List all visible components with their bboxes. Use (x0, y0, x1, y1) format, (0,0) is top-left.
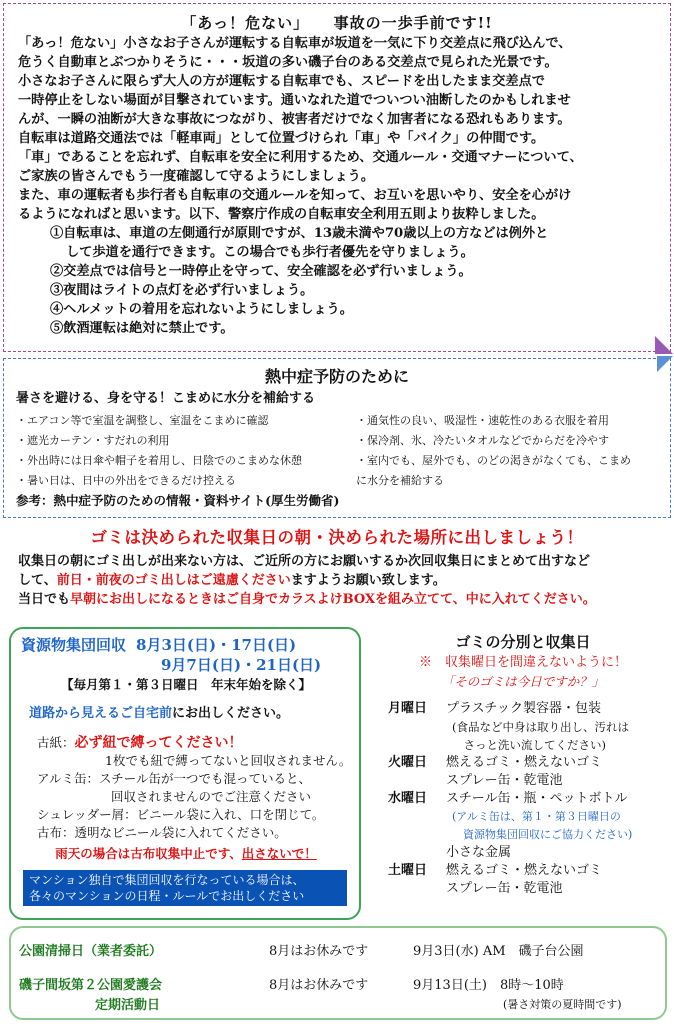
schedule-note: (アルミ缶は、第１・第３日曜日の (452, 810, 621, 823)
rain-notice (21, 844, 351, 864)
recycling-location (21, 704, 351, 724)
recycling-location-text: にお出しください。 (172, 706, 290, 721)
heat-tip: ・保冷剤、氷、冷たいタオルなどでからだを冷やす (356, 434, 609, 447)
garbage-warning: 早朝にお出しになるときはご自身でカラスよけBOXを組み立てて、中に入れてください。 (70, 592, 596, 607)
garbage-text: ますようお願い致します。 (290, 573, 446, 588)
schedule-note: さっと洗い流してください) (452, 738, 606, 752)
safety-line: 一時停止をしない場面が目撃されています。通いなれた道でついつい油断したのかもしれませ (18, 93, 571, 108)
recycling-dates: 9月7日(日)・21日(日) (161, 656, 322, 674)
heat-reference: 参考：熱中症予防のための情報・資料サイト(厚生労働省) (16, 493, 340, 508)
recycling-dates: 8月3日(日)・17日(日) (136, 636, 297, 654)
schedule-item: プラスチック製容器・包装 (446, 701, 601, 716)
schedule-note: (食品など中身は取り出し、汚れは (452, 720, 629, 734)
safety-line: 危うく自動車とぶつかりそうに・・・坂道の多い磯子台のある交差点で見られた光景です。 (18, 55, 558, 70)
garbage-line: 収集日の朝にゴミ出しが出来ない方は、ご近所の方にお願いするか次回収集日にまとめて出すなど (18, 554, 591, 569)
banner-line: マンション独自で集団回収を行なっている場合は、 (29, 873, 305, 887)
schedule-item: スプレー缶・乾電池 (446, 881, 563, 896)
schedule-row-monday (378, 700, 668, 754)
recycling-label: 資源物集団回収 (21, 636, 127, 654)
heat-tip: ・室内でも、屋外でも、のどの渇きがなくても、こまめ (356, 454, 631, 467)
heat-lead: 暑さを避ける、身を守る！こまめに水分を補給する (16, 391, 316, 406)
recycling-location-highlight: 道路から見えるご自宅前 (29, 706, 173, 721)
safety-line: また、車の運転者も歩行者も自転車の交通ルールを知って、お互いを思いやり、安全を心がけ (18, 188, 572, 203)
schedule-day: 水曜日 (388, 791, 428, 806)
heat-tip: ・通気性の良い、吸湿性・速乾性のある衣服を着用 (356, 414, 609, 427)
park-club-note: (暑さ対策の夏時間です) (503, 998, 622, 1011)
heat-tips (16, 411, 658, 491)
garbage-text: して、 (18, 573, 57, 588)
safety-line: るようになればと思います。以下、警察庁作成の自転車安全利用五則より抜粋しました。 (18, 207, 545, 222)
park-club-subtitle: 定期活動日 (95, 998, 161, 1013)
safety-title: 「あっ！危ない」 事故の一歩手前です!! (181, 14, 493, 32)
schedule-row-saturday (378, 862, 668, 898)
garbage-line (18, 571, 670, 590)
bicycle-safety-section (3, 3, 671, 352)
garbage-text: 当日でも (18, 592, 71, 607)
safety-line: 「あっ！危ない」小さなお子さんが運転する自転車が坂道を一気に下り交差点に飛び込んで、 (18, 36, 572, 51)
safety-line: 自転車は道路交通法では「軽車両」として位置づけられ「車」や「バイク」の仲間です。 (18, 131, 545, 146)
page-fold-decoration (655, 336, 673, 354)
mansion-banner (23, 870, 347, 906)
heat-tips-left (16, 411, 356, 491)
safety-line: 小さなお子さんに限らず大人の方が運転する自転車でも、スピードを出したまま交差点で (18, 74, 545, 89)
park-cleaning-september: 9月3日(水) AM 磯子台公園 (413, 944, 584, 959)
safety-rule: ①自転車は、車道の左側通行が原則ですが、13歳未満や70歳以上の方などは例外と (50, 226, 549, 241)
garbage-schedule (378, 631, 668, 898)
schedule-items (446, 862, 602, 898)
shredder-item: シュレッダー屑：ビニール袋に入れ、口を閉じて。 (37, 807, 325, 822)
recycling-schedule-note: 【毎月第１・第３日曜日 年末年始を除く】 (60, 677, 311, 692)
recycling-collection-box (9, 627, 361, 920)
schedule-item: 燃えるゴミ・燃えないゴミ (446, 863, 603, 878)
heat-title: 熱中症予防のために (264, 367, 409, 386)
can-item: アルミ缶：スチール缶が一つでも混っていると、 (37, 771, 312, 786)
schedule-item: スプレー缶・乾電池 (446, 773, 563, 788)
recycling-items (21, 734, 351, 842)
recycling-header (21, 635, 351, 655)
heat-tip: ・暑い日は、日中の外出をできるだけ控える (16, 474, 236, 487)
heat-tip: ・遮光カーテン・すだれの利用 (16, 434, 170, 447)
park-club-title: 磯子間坂第２公園愛護会 (19, 978, 163, 993)
schedule-row-tuesday (378, 754, 668, 790)
schedule-title: ゴミの分別と収集日 (455, 633, 591, 651)
park-cleaning-box (9, 926, 667, 1020)
park-cleaning-title: 公園清掃日（業者委託） (19, 944, 163, 959)
schedule-day: 月曜日 (388, 701, 428, 716)
safety-rule: ⑤飲酒運転は絶対に禁止です。 (50, 321, 234, 336)
garbage-notice-body (18, 552, 670, 609)
can-note: 回収されませんのでご注意ください (111, 789, 312, 804)
heat-tip: に水分を補給する (356, 474, 444, 487)
schedule-row-wednesday (378, 790, 668, 862)
heat-tip: ・外出時には日傘や帽子を着用し、日陰でのこまめな休憩 (16, 454, 302, 467)
schedule-item: 燃えるゴミ・燃えないゴミ (446, 755, 603, 770)
safety-line: ご家族の皆さんでもう一度確認して守るようにしましょう。 (18, 169, 375, 184)
schedule-items (446, 790, 632, 862)
safety-rule: ③夜間はライトの点灯を必ず行いましょう。 (50, 283, 314, 298)
garbage-line (18, 590, 670, 609)
paper-item (37, 734, 351, 752)
paper-note: 1枚でも紐で縛ってないと回収されません。 (105, 753, 352, 768)
schedule-rows (378, 700, 668, 898)
paper-label: 古紙： (37, 735, 75, 750)
garbage-warning: 前日・前夜のゴミ出しはご遠慮ください (56, 573, 291, 588)
park-cleaning-august: 8月はお休みです (269, 944, 369, 959)
safety-paragraph (18, 34, 656, 224)
garbage-notice-title: ゴミは決められた収集日の朝・決められた場所に出しましょう！ (90, 528, 584, 547)
schedule-warning: ※ 収集曜日を間違えないように！ (418, 655, 627, 670)
safety-rules-list (18, 224, 656, 338)
cloth-item: 古布：透明なビニール袋に入れてください。 (37, 825, 287, 840)
park-club-august: 8月はお休みです (269, 978, 369, 993)
safety-line: んが、一瞬の油断が大きな事故につながり、被害者だけでなく加害者になる恐れもあります。 (18, 112, 571, 127)
schedule-item: 小さな金属 (446, 845, 512, 860)
schedule-items (446, 700, 629, 754)
schedule-day: 火曜日 (388, 755, 428, 770)
rain-warning: 出さないで！ (241, 846, 317, 861)
heatstroke-section (3, 358, 671, 518)
heat-tip: ・エアコン等で室温を調整し、室温をこまめに確認 (16, 414, 269, 427)
heat-tips-right (356, 411, 631, 491)
safety-line: 「車」であることを忘れず、自転車を安全に利用するため、交通ルール・交通マナーについて、 (18, 150, 583, 165)
schedule-day: 土曜日 (388, 863, 428, 878)
banner-line: 各々のマンションの日程・ルールでお出しください (29, 889, 305, 903)
schedule-items (446, 754, 602, 790)
safety-rule: ④ヘルメットの着用を忘れないようにしましょう。 (50, 302, 353, 317)
schedule-note: 資源物集団回収にご協力ください) (452, 828, 633, 841)
safety-rule: ②交差点では信号と一時停止を守って、安全確認を必ず行いましょう。 (50, 264, 472, 279)
schedule-question: 「そのゴミは今日ですか？」 (441, 674, 605, 689)
schedule-item: スチール缶・瓶・ペットボトル (446, 791, 628, 806)
paper-warning: 必ず紐で縛ってください！ (74, 735, 243, 751)
page-fold-decoration (657, 356, 673, 372)
park-club-september: 9月13日(土) 8時～10時 (413, 978, 564, 993)
safety-rule: して歩道を通行できます。この場合でも歩行者優先を守りましょう。 (66, 245, 474, 260)
rain-text: 雨天の場合は古布収集中止です、 (55, 846, 242, 861)
